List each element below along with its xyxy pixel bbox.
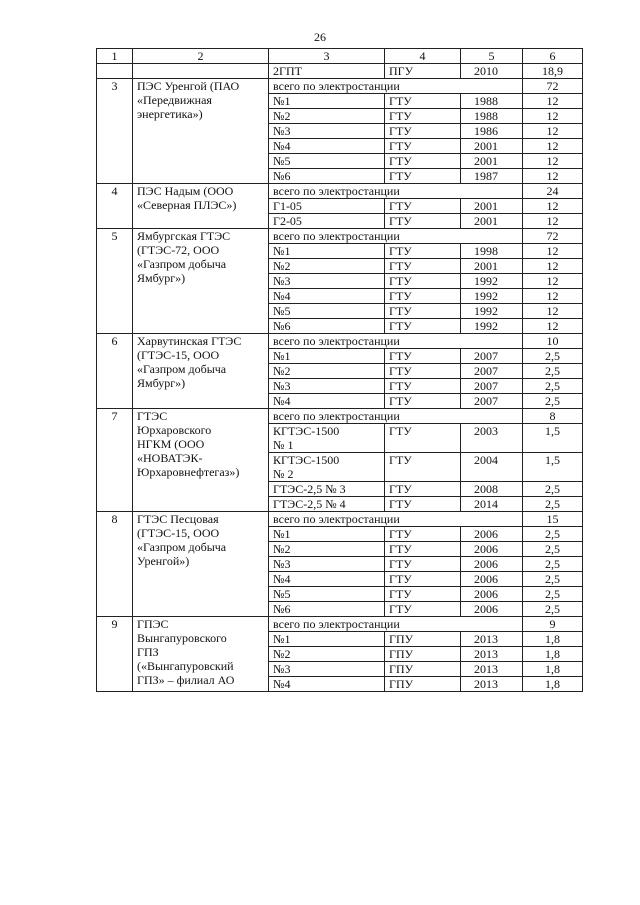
capacity-cell: 12 [523,109,583,124]
plant-name: Харвутинская ГТЭС (ГТЭС-15, ООО «Газпром добыча Ямбург») [133,334,269,409]
type-cell: ГТУ [385,259,461,274]
capacity-cell: 2,5 [523,497,583,512]
total-capacity: 10 [523,334,583,349]
total-label: всего по электростанции [269,409,523,424]
type-cell: ГТУ [385,542,461,557]
type-cell: ГТУ [385,274,461,289]
unit-cell: №5 [269,304,385,319]
unit-cell: №3 [269,379,385,394]
unit-cell: КГТЭС-1500 № 2 [269,453,385,482]
year-cell: 2014 [461,497,523,512]
column-number-header [97,49,583,64]
capacity-cell: 12 [523,214,583,229]
unit-cell: 2ГПТ [269,64,385,79]
type-cell: ГТУ [385,319,461,334]
unit-cell: №3 [269,662,385,677]
plant-name: ПЭС Уренгой (ПАО «Передвижная энергетика») [133,79,269,184]
year-cell: 1988 [461,109,523,124]
year-cell: 2013 [461,632,523,647]
year-cell: 2006 [461,587,523,602]
year-cell: 2004 [461,453,523,482]
plant-total-row [97,229,583,244]
year-cell: 2001 [461,259,523,274]
unit-cell: №4 [269,677,385,692]
type-cell: ГТУ [385,349,461,364]
unit-cell: №5 [269,154,385,169]
unit-cell: №4 [269,139,385,154]
capacity-cell: 12 [523,154,583,169]
year-cell: 2001 [461,214,523,229]
capacity-cell: 12 [523,319,583,334]
capacity-cell: 2,5 [523,482,583,497]
header-col-3: 3 [269,49,385,64]
capacity-cell: 2,5 [523,394,583,409]
capacity-cell: 12 [523,169,583,184]
capacity-cell: 12 [523,124,583,139]
type-cell: ГТУ [385,453,461,482]
year-cell: 2007 [461,379,523,394]
plant-name: ПЭС Надым (ООО «Северная ПЛЭС») [133,184,269,229]
unit-cell: №1 [269,527,385,542]
total-capacity: 9 [523,617,583,632]
unit-cell: №3 [269,124,385,139]
plant-name: ГТЭС Песцовая (ГТЭС-15, ООО «Газпром добыча Уренгой») [133,512,269,617]
continued-num-cell [97,64,133,79]
capacity-cell: 1,8 [523,647,583,662]
header-col-5: 5 [461,49,523,64]
unit-cell: №4 [269,572,385,587]
unit-cell: №2 [269,542,385,557]
capacity-cell: 1,8 [523,662,583,677]
unit-cell: КГТЭС-1500 № 1 [269,424,385,453]
capacity-cell: 2,5 [523,602,583,617]
capacity-cell: 18,9 [523,64,583,79]
capacity-cell: 1,8 [523,677,583,692]
capacity-cell: 1,5 [523,453,583,482]
type-cell: ГТУ [385,527,461,542]
header-col-6: 6 [523,49,583,64]
total-label: всего по электростанции [269,184,523,199]
plant-number: 4 [97,184,133,229]
plant-number: 7 [97,409,133,512]
year-cell: 1986 [461,124,523,139]
year-cell: 2007 [461,349,523,364]
type-cell: ПГУ [385,64,461,79]
plant-number: 5 [97,229,133,334]
capacity-cell: 2,5 [523,527,583,542]
type-cell: ГТУ [385,139,461,154]
type-cell: ГТУ [385,379,461,394]
type-cell: ГТУ [385,94,461,109]
plant-total-row [97,409,583,424]
year-cell: 1992 [461,274,523,289]
type-cell: ГПУ [385,632,461,647]
type-cell: ГТУ [385,124,461,139]
type-cell: ГТУ [385,394,461,409]
capacity-cell: 12 [523,274,583,289]
continued-row [97,64,583,79]
type-cell: ГТУ [385,364,461,379]
capacity-cell: 12 [523,289,583,304]
capacity-cell: 2,5 [523,379,583,394]
plant-number: 3 [97,79,133,184]
total-label: всего по электростанции [269,229,523,244]
type-cell: ГТУ [385,557,461,572]
year-cell: 2007 [461,394,523,409]
plant-total-row [97,617,583,632]
unit-cell: ГТЭС-2,5 № 4 [269,497,385,512]
unit-cell: №1 [269,632,385,647]
unit-cell: Г1-05 [269,199,385,214]
year-cell: 2010 [461,64,523,79]
capacity-cell: 2,5 [523,572,583,587]
header-col-4: 4 [385,49,461,64]
plant-number: 6 [97,334,133,409]
unit-cell: №6 [269,319,385,334]
total-label: всего по электростанции [269,334,523,349]
unit-cell: №1 [269,244,385,259]
year-cell: 1992 [461,319,523,334]
unit-cell: №2 [269,647,385,662]
unit-cell: ГТЭС-2,5 № 3 [269,482,385,497]
type-cell: ГТУ [385,199,461,214]
year-cell: 1992 [461,304,523,319]
type-cell: ГТУ [385,572,461,587]
type-cell: ГТУ [385,424,461,453]
unit-cell: №3 [269,557,385,572]
type-cell: ГТУ [385,109,461,124]
header-col-1: 1 [97,49,133,64]
unit-cell: №1 [269,349,385,364]
type-cell: ГПУ [385,677,461,692]
plant-number: 8 [97,512,133,617]
type-cell: ГТУ [385,169,461,184]
unit-cell: №4 [269,394,385,409]
capacity-cell: 2,5 [523,587,583,602]
type-cell: ГТУ [385,214,461,229]
unit-cell: №2 [269,259,385,274]
total-capacity: 72 [523,79,583,94]
type-cell: ГТУ [385,602,461,617]
plant-name: ГПЭС Вынгапуровского ГПЗ («Вынгапуровский ГПЗ» – филиал АО [133,617,269,692]
plant-name: ГТЭС Юрхаровского НГКМ (ООО «НОВАТЭК- Юрхаровнефтегаз») [133,409,269,512]
capacity-cell: 2,5 [523,349,583,364]
type-cell: ГТУ [385,497,461,512]
plant-number: 9 [97,617,133,692]
type-cell: ГТУ [385,244,461,259]
type-cell: ГТУ [385,304,461,319]
year-cell: 2006 [461,527,523,542]
plant-total-row [97,334,583,349]
capacity-cell: 2,5 [523,364,583,379]
year-cell: 2003 [461,424,523,453]
year-cell: 1987 [461,169,523,184]
capacity-cell: 12 [523,304,583,319]
type-cell: ГПУ [385,647,461,662]
unit-cell: №4 [269,289,385,304]
capacity-cell: 12 [523,94,583,109]
unit-cell: №2 [269,364,385,379]
year-cell: 2001 [461,199,523,214]
year-cell: 1998 [461,244,523,259]
continued-name-cell [133,64,269,79]
year-cell: 2006 [461,557,523,572]
total-label: всего по электростанции [269,617,523,632]
plant-total-row [97,79,583,94]
year-cell: 2007 [461,364,523,379]
header-col-2: 2 [133,49,269,64]
type-cell: ГТУ [385,289,461,304]
year-cell: 2006 [461,542,523,557]
total-capacity: 72 [523,229,583,244]
unit-cell: №6 [269,169,385,184]
total-label: всего по электростанции [269,79,523,94]
capacity-cell: 12 [523,244,583,259]
capacity-cell: 1,5 [523,424,583,453]
page-number: 26 [314,30,326,44]
unit-cell: №6 [269,602,385,617]
year-cell: 2001 [461,139,523,154]
capacity-cell: 1,8 [523,632,583,647]
year-cell: 2013 [461,662,523,677]
total-capacity: 15 [523,512,583,527]
plant-total-row [97,512,583,527]
table-body [97,64,583,692]
power-plants-table [96,48,583,692]
capacity-cell: 12 [523,259,583,274]
total-capacity: 24 [523,184,583,199]
type-cell: ГТУ [385,482,461,497]
type-cell: ГТУ [385,587,461,602]
year-cell: 1988 [461,94,523,109]
type-cell: ГТУ [385,154,461,169]
plant-total-row [97,184,583,199]
capacity-cell: 12 [523,199,583,214]
unit-cell: №5 [269,587,385,602]
unit-cell: Г2-05 [269,214,385,229]
year-cell: 2001 [461,154,523,169]
unit-cell: №2 [269,109,385,124]
capacity-cell: 2,5 [523,542,583,557]
year-cell: 2013 [461,677,523,692]
year-cell: 1992 [461,289,523,304]
plant-name: Ямбургская ГТЭС (ГТЭС-72, ООО «Газпром добыча Ямбург») [133,229,269,334]
year-cell: 2006 [461,602,523,617]
year-cell: 2013 [461,647,523,662]
year-cell: 2008 [461,482,523,497]
year-cell: 2006 [461,572,523,587]
type-cell: ГПУ [385,662,461,677]
total-label: всего по электростанции [269,512,523,527]
capacity-cell: 2,5 [523,557,583,572]
capacity-cell: 12 [523,139,583,154]
total-capacity: 8 [523,409,583,424]
unit-cell: №3 [269,274,385,289]
unit-cell: №1 [269,94,385,109]
